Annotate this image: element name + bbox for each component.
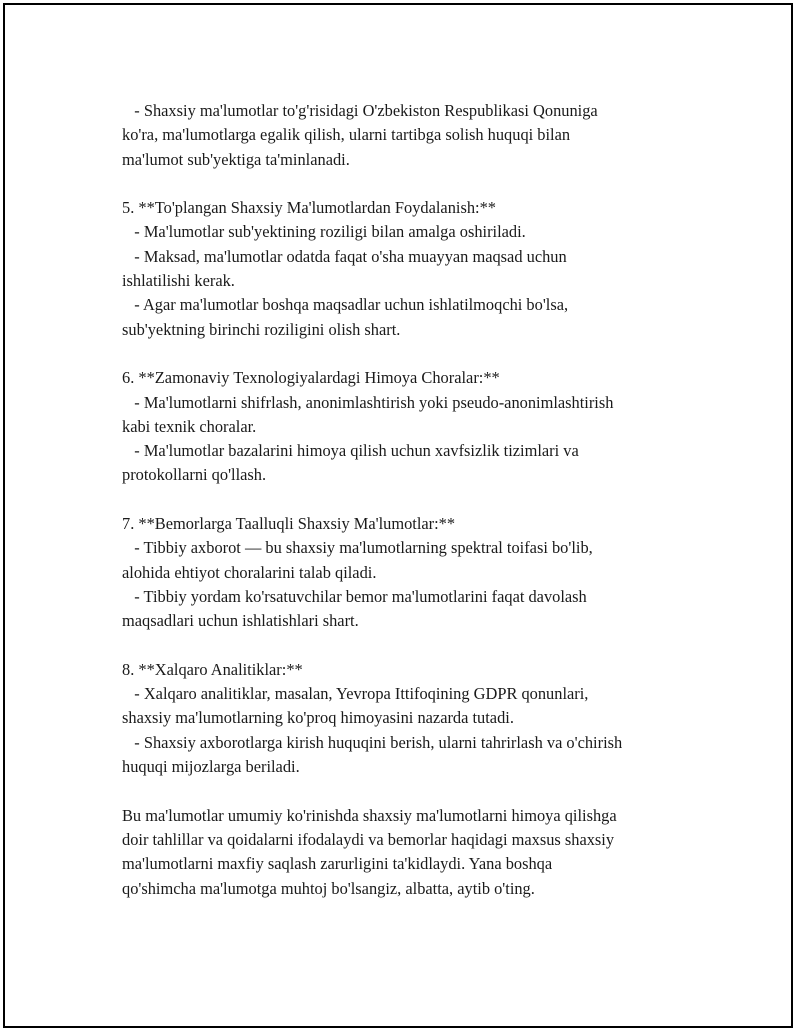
text-line: protokollarni qo'llash.	[122, 465, 267, 485]
text-line: - Shaxsiy ma'lumotlar to'g'risidagi O'zbekiston Respublikasi Qonuniga	[122, 101, 598, 120]
document-body	[122, 99, 702, 901]
text-line: - Ma'lumotlar sub'yektining roziligi bilan amalga oshiriladi.	[122, 222, 526, 242]
text-line: huquqi mijozlarga beriladi.	[122, 757, 300, 777]
paragraph-gap	[122, 342, 702, 366]
paragraph-gap	[122, 488, 702, 512]
paragraph-gap	[122, 779, 702, 803]
section-5-block	[122, 196, 702, 342]
text-line: Bu ma'lumotlar umumiy ko'rinishda shaxsiy ma'lumotlarni himoya qilishga	[122, 805, 617, 825]
text-line: - Xalqaro analitiklar, masalan, Yevropa Ittifoqining GDPR qonunlari,	[122, 684, 589, 704]
page-frame	[3, 3, 793, 1028]
text-line: doir tahlillar va qoidalarni ifodalaydi va bemorlar haqidagi maxsus shaxsiy	[122, 829, 615, 849]
conclusion-block	[122, 804, 702, 901]
paragraph-gap	[122, 634, 702, 658]
text-line: - Tibbiy yordam ko'rsatuvchilar bemor ma'lumotlarini faqat davolash	[122, 586, 587, 606]
text-line: - Tibbiy axborot — bu shaxsiy ma'lumotlarning spektral toifasi bo'lib,	[122, 538, 593, 558]
text-line: sub'yektning birinchi roziligini olish shart.	[122, 319, 401, 339]
section-heading: 8. **Xalqaro Analitiklar:**	[122, 659, 303, 679]
paragraph-gap	[122, 172, 702, 196]
text-line: - Maksad, ma'lumotlar odatda faqat o'sha muayyan maqsad uchun	[122, 246, 567, 266]
text-line: ma'lumot sub'yektiga ta'minlanadi.	[122, 149, 350, 169]
intro-bullet-block	[122, 99, 702, 172]
text-line: - Ma'lumotlar bazalarini himoya qilish uchun xavfsizlik tizimlari va	[122, 441, 579, 461]
text-line: maqsadlari uchun ishlatishlari shart.	[122, 611, 359, 631]
section-8-block	[122, 658, 702, 779]
text-line: ma'lumotlarni maxfiy saqlash zarurligini ta'kidlaydi. Yana boshqa	[122, 854, 553, 874]
text-line: shaxsiy ma'lumotlarning ko'proq himoyasini nazarda tutadi.	[122, 708, 514, 728]
text-line: kabi texnik choralar.	[122, 416, 257, 436]
section-heading: 7. **Bemorlarga Taalluqli Shaxsiy Ma'lumotlar:**	[122, 514, 456, 534]
text-line: ishlatilishi kerak.	[122, 271, 235, 291]
text-line: - Ma'lumotlarni shifrlash, anonimlashtirish yoki pseudo-anonimlashtirish	[122, 392, 614, 412]
text-line: - Shaxsiy axborotlarga kirish huquqini berish, ularni tahrirlash va o'chirish	[122, 732, 623, 752]
section-7-block	[122, 512, 702, 633]
text-line: alohida ehtiyot choralarini talab qiladi.	[122, 562, 377, 582]
section-heading: 6. **Zamonaviy Texnologiyalardagi Himoya Choralar:**	[122, 368, 500, 388]
text-line: qo'shimcha ma'lumotga muhtoj bo'lsangiz, albatta, aytib o'ting.	[122, 878, 535, 898]
text-line: - Agar ma'lumotlar boshqa maqsadlar uchun ishlatilmoqchi bo'lsa,	[122, 295, 569, 315]
section-6-block	[122, 366, 702, 487]
section-heading: 5. **To'plangan Shaxsiy Ma'lumotlardan Foydalanish:**	[122, 198, 496, 218]
text-line: ko'ra, ma'lumotlarga egalik qilish, ularni tartibga solish huquqi bilan	[122, 125, 571, 145]
